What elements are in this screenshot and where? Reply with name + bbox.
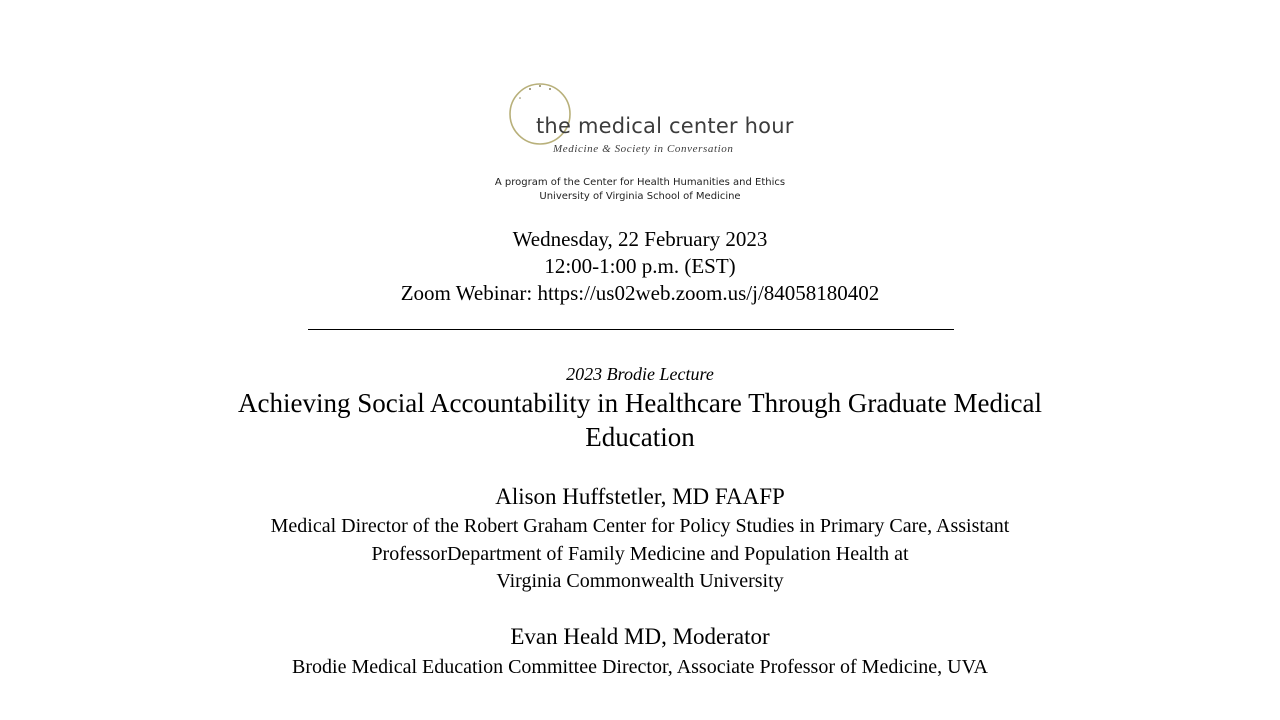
- speaker-1-desc-line-3: Virginia Commonwealth University: [496, 570, 784, 592]
- speaker-1-name: Alison Huffstetler, MD FAAFP: [495, 484, 785, 509]
- logo-tagline: Medicine & Society in Conversation: [553, 143, 734, 155]
- program-line-1: A program of the Center for Health Humanities and Ethics: [494, 177, 786, 188]
- speaker-1-desc-line-1: Medical Director of the Robert Graham Center for Policy Studies in Primary Care, Assistant: [270, 515, 1010, 537]
- event-zoom-link: Zoom Webinar: https://us02web.zoom.us/j/84058180402: [400, 281, 880, 305]
- medical-center-hour-logo: [508, 80, 794, 162]
- speaker-2-desc-line-1: Brodie Medical Education Committee Director, Associate Professor of Medicine, UVA: [292, 656, 988, 678]
- logo-title: the medical center hour: [536, 114, 794, 138]
- event-time: 12:00-1:00 p.m. (EST): [544, 254, 736, 278]
- divider-line: [308, 329, 954, 330]
- speaker-1-desc-line-2: ProfessorDepartment of Family Medicine and Population Health at: [371, 543, 909, 565]
- event-date: Wednesday, 22 February 2023: [512, 227, 768, 251]
- lecture-title-line-1: Achieving Social Accountability in Healthcare Through Graduate Medical: [238, 388, 1042, 418]
- program-line-2: University of Virginia School of Medicine: [539, 191, 741, 202]
- speaker-2-name: Evan Heald MD, Moderator: [510, 624, 770, 649]
- lecture-title-line-2: Education: [585, 422, 695, 452]
- lecture-label: 2023 Brodie Lecture: [566, 364, 714, 384]
